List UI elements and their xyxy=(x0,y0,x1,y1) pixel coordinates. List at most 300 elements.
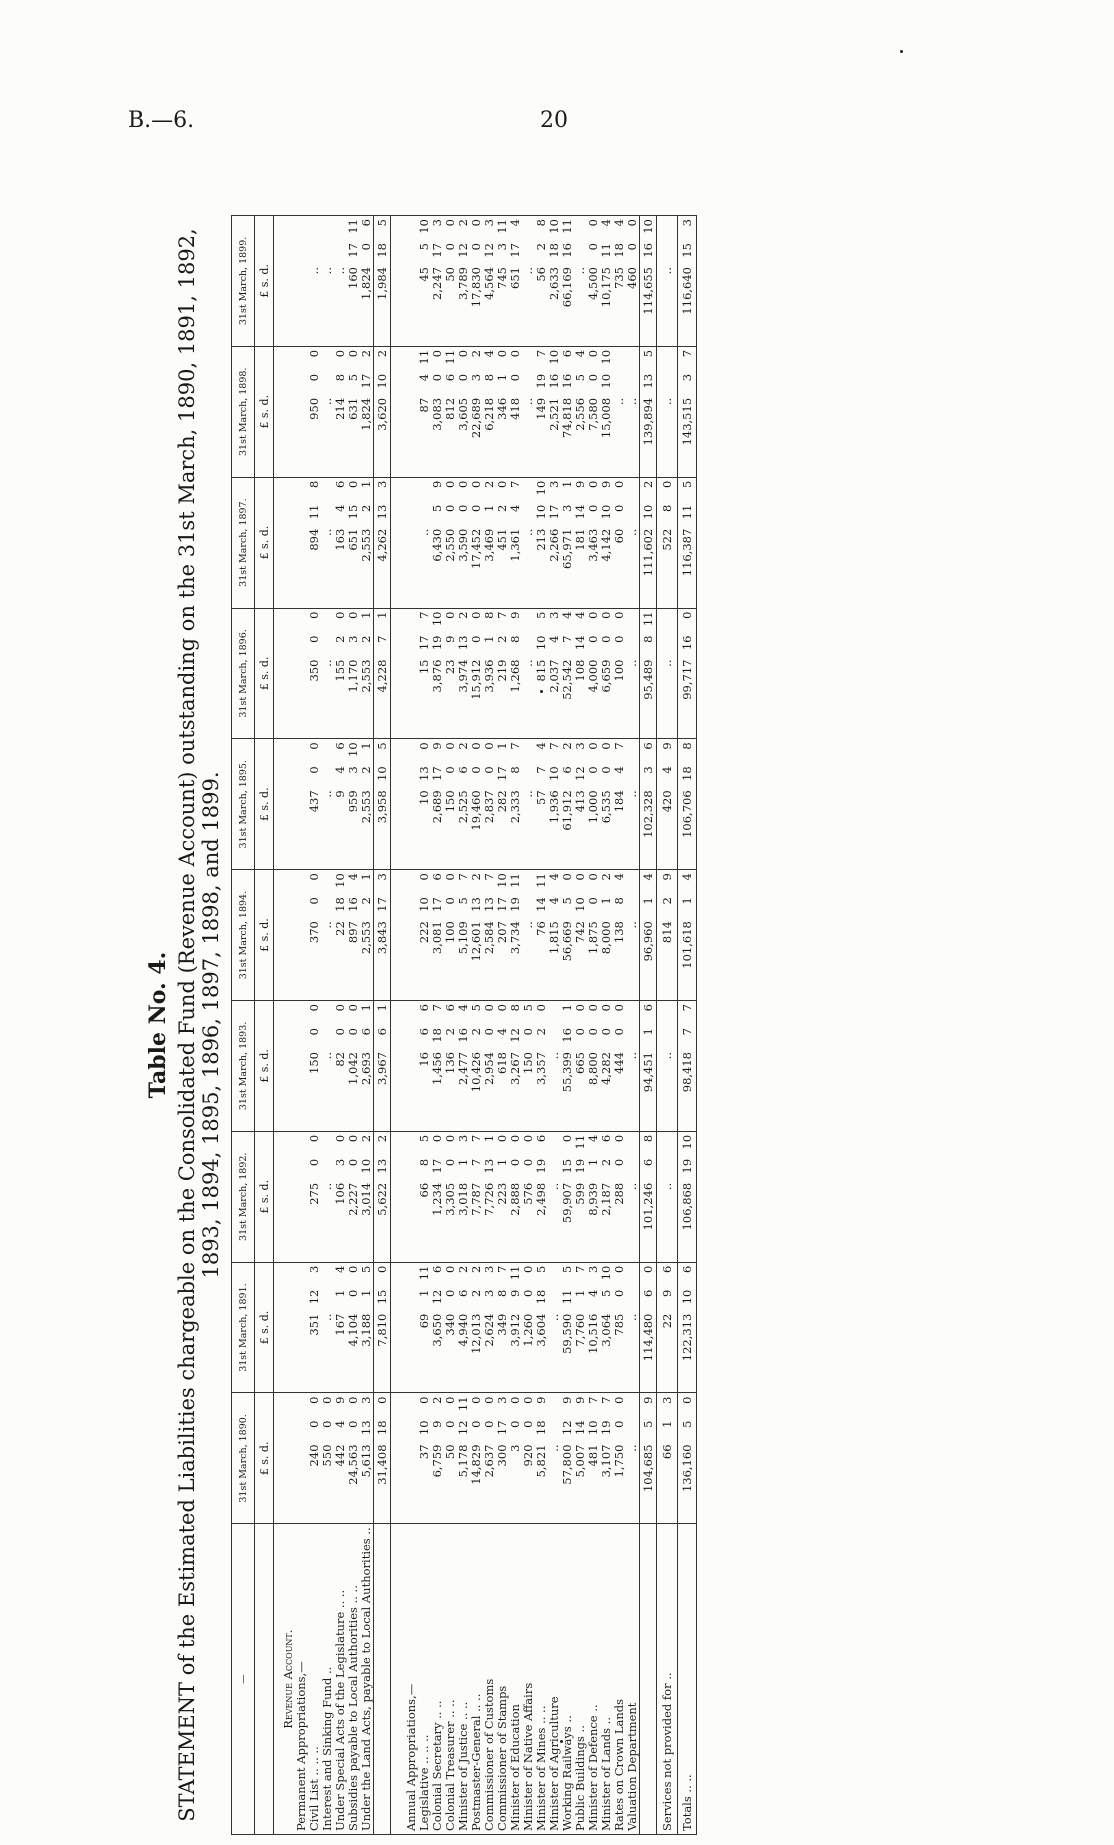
amount-cell xyxy=(657,739,678,870)
pence: 3 xyxy=(359,1396,373,1404)
pence: 11 xyxy=(417,1265,431,1281)
pence: 9 xyxy=(599,480,613,489)
pounds: 2,624 xyxy=(482,1313,496,1347)
header-year: 31st March, 1890. xyxy=(232,1393,255,1524)
units-label: £ s. d. xyxy=(255,1001,274,1132)
amount-cell xyxy=(678,1393,697,1524)
pounds: 108 xyxy=(573,659,587,682)
header-year: 31st March, 1896. xyxy=(232,608,255,739)
pence: 10 xyxy=(680,1134,694,1150)
pounds: 340 xyxy=(443,1313,457,1336)
shillings: 0 xyxy=(469,766,483,774)
amount-cell xyxy=(535,1001,548,1132)
pence: 8 xyxy=(641,1134,655,1143)
pence: 2 xyxy=(359,349,373,358)
pounds: .. xyxy=(307,267,321,275)
pence: 4 xyxy=(612,873,626,881)
shillings: 5 xyxy=(573,373,587,382)
pence: 0 xyxy=(456,349,470,358)
table-row xyxy=(587,216,600,1835)
shillings: 16 xyxy=(456,1028,470,1043)
pounds: 15 xyxy=(417,659,431,675)
shillings: 17 xyxy=(430,1158,444,1174)
pounds: 57,800 xyxy=(560,1444,574,1485)
amount-cell xyxy=(321,739,334,870)
pounds: 66 xyxy=(417,1182,431,1198)
shillings: 16 xyxy=(346,897,360,912)
amount-cell xyxy=(640,608,657,739)
pounds: .. xyxy=(625,790,639,798)
pounds: 4,228 xyxy=(375,659,389,693)
shillings: 12 xyxy=(430,1289,444,1305)
pence: 10 xyxy=(599,349,613,365)
pence: 9 xyxy=(573,1396,587,1404)
pounds: 56 xyxy=(534,267,548,282)
amount-cell xyxy=(509,216,522,347)
shillings: 0 xyxy=(482,766,496,774)
shillings: 8 xyxy=(612,897,626,905)
rotated-page xyxy=(145,205,1045,1845)
header-year: 31st March, 1898. xyxy=(232,346,255,477)
pounds: 3,967 xyxy=(375,1052,389,1085)
pounds: 894 xyxy=(307,528,321,551)
pounds: 1,456 xyxy=(430,1052,444,1085)
pence: 10 xyxy=(641,219,655,234)
pence: 0 xyxy=(333,349,347,358)
pence: 1 xyxy=(375,611,389,619)
shillings: 13 xyxy=(359,1420,373,1436)
shillings: 4 xyxy=(612,766,626,774)
pence: 0 xyxy=(660,480,674,489)
shillings: 14 xyxy=(573,1420,587,1436)
pence: 5 xyxy=(534,1265,548,1273)
pounds: 4,940 xyxy=(456,1313,470,1347)
shillings: 3 xyxy=(641,766,655,774)
pounds: .. xyxy=(320,267,334,275)
header-year: 31st March, 1899. xyxy=(232,216,255,347)
pounds: 3,936 xyxy=(482,659,496,693)
shillings: 16 xyxy=(641,243,655,258)
pence: 0 xyxy=(560,873,574,881)
pounds: 3,843 xyxy=(375,921,389,955)
pounds: .. xyxy=(547,1052,561,1060)
pounds: 3 xyxy=(508,1444,522,1452)
pounds: 69 xyxy=(417,1313,431,1329)
pounds: 451 xyxy=(495,528,509,551)
pence: 3 xyxy=(586,1265,600,1273)
pence: 4 xyxy=(586,1134,600,1143)
table-row xyxy=(600,216,613,1835)
pounds: 17,452 xyxy=(469,528,483,569)
amount-cell xyxy=(308,477,321,608)
pounds: 1,268 xyxy=(508,659,522,693)
pounds: .. xyxy=(521,267,535,275)
shillings: 13 xyxy=(417,766,431,781)
pounds: 1,936 xyxy=(547,790,561,824)
shillings: 1 xyxy=(599,897,613,905)
pence: 7 xyxy=(599,1396,613,1404)
amount-cell xyxy=(374,608,391,739)
pence: 11 xyxy=(641,611,655,627)
pence: 0 xyxy=(586,611,600,619)
amount-cell xyxy=(509,608,522,739)
row-label: Services not provided for .. xyxy=(657,1524,678,1835)
pence: 3 xyxy=(482,1265,496,1273)
amount-cell xyxy=(374,1393,391,1524)
pounds: 785 xyxy=(612,1313,626,1336)
pounds: 2,247 xyxy=(430,267,444,300)
amount-cell xyxy=(374,1131,391,1262)
pounds: .. xyxy=(521,397,535,406)
shillings: 0 xyxy=(307,1158,321,1167)
pence: 0 xyxy=(346,1396,360,1404)
amount-cell xyxy=(678,870,697,1001)
pounds: .. xyxy=(333,267,347,275)
pence: 6 xyxy=(333,742,347,750)
pounds: 2,888 xyxy=(508,1182,522,1216)
amount-cell xyxy=(374,477,391,608)
pence: 4 xyxy=(641,873,655,881)
pounds: 94,451 xyxy=(641,1052,655,1093)
pence: 11 xyxy=(573,1134,587,1150)
empty-cell xyxy=(391,1393,406,1524)
units-label: £ s. d. xyxy=(255,1262,274,1393)
pounds: 150 xyxy=(443,790,457,813)
shillings: 1 xyxy=(359,1289,373,1297)
shillings: 4 xyxy=(660,766,674,774)
pence: 1 xyxy=(482,1134,496,1143)
amount-cell xyxy=(374,870,391,1001)
pence: 10 xyxy=(547,219,561,234)
pounds: 2,584 xyxy=(482,921,496,955)
pence: 9 xyxy=(560,1396,574,1404)
shillings: 1 xyxy=(333,1289,347,1297)
pounds: 1,750 xyxy=(612,1444,626,1478)
pounds: 1,824 xyxy=(359,397,373,431)
units-label: £ s. d. xyxy=(255,608,274,739)
pence: 8 xyxy=(508,1004,522,1012)
pence: 10 xyxy=(417,219,431,234)
pence: 2 xyxy=(456,611,470,619)
amount-cell xyxy=(308,1001,321,1132)
shillings: 17 xyxy=(430,766,444,781)
shillings: 0 xyxy=(307,373,321,382)
shillings: 0 xyxy=(359,243,373,251)
shillings: 15 xyxy=(680,243,694,258)
shillings: 0 xyxy=(612,635,626,643)
shillings: 0 xyxy=(612,1420,626,1428)
page-number: 20 xyxy=(540,108,568,133)
pounds: 2,553 xyxy=(359,659,373,693)
pounds: 7,760 xyxy=(573,1313,587,1347)
pence: 0 xyxy=(307,349,321,358)
units-label: £ s. d. xyxy=(255,1393,274,1524)
pounds: .. xyxy=(625,528,639,536)
shillings: 9 xyxy=(443,635,457,643)
amount-cell xyxy=(657,1393,678,1524)
empty-cell xyxy=(274,346,296,477)
amount-cell xyxy=(657,1131,678,1262)
shillings: 12 xyxy=(560,1420,574,1436)
pence: 0 xyxy=(586,349,600,358)
shillings: 0 xyxy=(521,1420,535,1428)
shillings: 13 xyxy=(375,504,389,520)
table-caption: STATEMENT of the Estimated Liabilities chargeable on the Consolidated Fund (Revenue Account) outstanding on the 31st March, 1890, 1891, 1892, 1893, 1894, 1895, 1896, 1897, 1898, and 1899. xyxy=(175,228,223,1822)
empty-cell xyxy=(274,1262,296,1393)
amount-cell xyxy=(640,1393,657,1524)
shillings: 0 xyxy=(586,504,600,513)
pounds: 2,633 xyxy=(547,267,561,300)
shillings: 10 xyxy=(599,504,613,520)
table-row xyxy=(613,216,626,1835)
shillings: 5 xyxy=(430,504,444,513)
shillings: 0 xyxy=(469,504,483,513)
subtotal-row xyxy=(374,216,391,1835)
shillings: 1 xyxy=(660,1420,674,1428)
pence: 0 xyxy=(456,480,470,489)
pence: 10 xyxy=(430,611,444,627)
pence: 0 xyxy=(612,1134,626,1143)
pounds: 814 xyxy=(660,921,674,944)
table-row xyxy=(496,216,509,1835)
amount-cell xyxy=(374,346,391,477)
pence: 0 xyxy=(482,742,496,750)
pence: 3 xyxy=(482,219,496,227)
pence: 0 xyxy=(333,1134,347,1143)
pence: 6 xyxy=(534,1134,548,1143)
amount-cell xyxy=(360,870,374,1001)
amount-cell xyxy=(626,1393,640,1524)
pounds: 8,939 xyxy=(586,1182,600,1216)
shillings: 17 xyxy=(495,1420,509,1436)
pounds: 95,489 xyxy=(641,659,655,700)
row-label: Postmaster-General .. .. xyxy=(470,1524,483,1835)
pounds: 275 xyxy=(307,1182,321,1205)
pence: 0 xyxy=(307,873,321,881)
table-row xyxy=(509,216,522,1835)
amount-cell xyxy=(360,477,374,608)
pence: 0 xyxy=(534,1004,548,1012)
pounds: 52,542 xyxy=(560,659,574,700)
speck xyxy=(900,50,903,53)
pence: 3 xyxy=(573,742,587,750)
pounds: 6,430 xyxy=(430,528,444,562)
empty-cell xyxy=(391,608,406,739)
shillings: 1 xyxy=(456,1158,470,1167)
pence: 4 xyxy=(333,1265,347,1273)
row-label: Totals .. .. xyxy=(678,1524,697,1835)
shillings: 17 xyxy=(417,635,431,651)
shillings: 18 xyxy=(612,243,626,258)
amount-cell xyxy=(509,870,522,1001)
pounds: 82 xyxy=(333,1052,347,1067)
pence: 11 xyxy=(508,873,522,888)
pence: 0 xyxy=(612,480,626,489)
pence: 11 xyxy=(495,219,509,234)
pence: 7 xyxy=(586,1396,600,1404)
amount-cell xyxy=(374,1001,391,1132)
shillings: 15 xyxy=(560,1158,574,1174)
shillings: 3 xyxy=(346,635,360,643)
pounds: 149 xyxy=(534,397,548,420)
pence: 1 xyxy=(359,1004,373,1012)
pence: 0 xyxy=(417,1396,431,1404)
pence: 7 xyxy=(469,1134,483,1143)
row-label: Interest and Sinking Fund .. xyxy=(321,1524,334,1835)
amount-cell xyxy=(626,870,640,1001)
pence: 4 xyxy=(456,1004,470,1012)
pounds: 2,477 xyxy=(456,1052,470,1085)
empty-cell xyxy=(391,216,406,347)
pence: 0 xyxy=(469,480,483,489)
shillings: 3 xyxy=(333,1158,347,1167)
pounds: 350 xyxy=(307,659,321,682)
shillings: 3 xyxy=(346,766,360,774)
shillings: 9 xyxy=(430,1420,444,1428)
shillings: 18 xyxy=(680,766,694,781)
shillings: 0 xyxy=(456,504,470,513)
pence: 0 xyxy=(307,1004,321,1012)
shillings: 8 xyxy=(333,373,347,382)
row-label: Annual Appropriations,— xyxy=(405,1524,418,1835)
pence: 11 xyxy=(346,219,360,234)
pounds: 3,789 xyxy=(456,267,470,300)
amount-cell xyxy=(308,608,321,739)
shillings: 10 xyxy=(599,373,613,389)
pence: 0 xyxy=(307,1134,321,1143)
pounds: 240 xyxy=(307,1444,321,1467)
pounds: 2,556 xyxy=(573,397,587,431)
amount-cell xyxy=(308,1131,321,1262)
amount-cell xyxy=(308,739,321,870)
liabilities-table xyxy=(231,215,697,1835)
pence: 0 xyxy=(612,1396,626,1404)
pounds: 3,604 xyxy=(534,1313,548,1347)
pence: 9 xyxy=(534,1396,548,1404)
row-label: Civil List .. .. .. xyxy=(308,1524,321,1835)
shillings: 0 xyxy=(599,766,613,774)
amount-cell xyxy=(360,216,374,347)
shillings: 19 xyxy=(534,373,548,389)
pounds: 50 xyxy=(443,1444,457,1460)
pence: 0 xyxy=(495,1134,509,1143)
pence: 7 xyxy=(680,1004,694,1012)
empty-cell xyxy=(391,1131,406,1262)
pounds: 599 xyxy=(573,1182,587,1205)
pounds: 651 xyxy=(508,267,522,289)
pence: 0 xyxy=(482,1004,496,1012)
shillings: 2 xyxy=(660,897,674,905)
shillings: 7 xyxy=(375,635,389,643)
pence: 7 xyxy=(430,1004,444,1012)
shillings: 10 xyxy=(375,373,389,389)
pounds: 163 xyxy=(333,528,347,551)
pence: 11 xyxy=(443,349,457,365)
pence: 9 xyxy=(641,1396,655,1404)
pounds: 207 xyxy=(495,921,509,944)
pounds: 101,618 xyxy=(680,921,694,969)
pounds: 10,516 xyxy=(586,1313,600,1354)
pounds: 3,734 xyxy=(508,921,522,955)
shillings: 17 xyxy=(495,766,509,781)
pence: 7 xyxy=(508,742,522,750)
table-row xyxy=(535,216,548,1835)
table-row xyxy=(444,216,457,1835)
pounds: 219 xyxy=(495,659,509,682)
pence: 8 xyxy=(680,742,694,750)
pence: 10 xyxy=(346,742,360,757)
pence: 5 xyxy=(375,219,389,227)
pence: 0 xyxy=(560,1134,574,1143)
shillings: 17 xyxy=(375,897,389,912)
pence: 11 xyxy=(560,219,574,234)
amount-cell xyxy=(308,216,321,347)
pounds: 3,605 xyxy=(456,397,470,431)
amount-cell xyxy=(509,477,522,608)
pence: 2 xyxy=(456,219,470,227)
empty-cell xyxy=(274,739,296,870)
pence: 4 xyxy=(547,873,561,881)
pounds: .. xyxy=(625,1444,639,1452)
amount-cell xyxy=(626,608,640,739)
pounds: 106,706 xyxy=(680,790,694,838)
pounds: 1,875 xyxy=(586,921,600,955)
pounds: 550 xyxy=(320,1444,334,1467)
pounds: 349 xyxy=(495,1313,509,1336)
amount-cell xyxy=(496,1393,509,1524)
shillings: 10 xyxy=(641,504,655,520)
amount-cell xyxy=(678,477,697,608)
pounds: 3,958 xyxy=(375,790,389,824)
pence: 3 xyxy=(375,873,389,881)
pounds: .. xyxy=(660,267,674,275)
pence: 6 xyxy=(641,1004,655,1012)
pence: 2 xyxy=(469,349,483,358)
amount-cell xyxy=(640,1262,657,1393)
section-subtitle xyxy=(295,216,308,1835)
document-code: B.—6. xyxy=(128,108,195,133)
pence: 7 xyxy=(612,742,626,750)
shillings: 1 xyxy=(680,897,694,905)
shillings: 2 xyxy=(333,635,347,643)
pounds: 2,521 xyxy=(547,397,561,431)
empty-cell xyxy=(391,1001,406,1132)
pounds: 1,000 xyxy=(586,790,600,824)
pounds: 2,689 xyxy=(430,790,444,824)
shillings: 0 xyxy=(586,1028,600,1036)
shillings: 0 xyxy=(586,766,600,774)
shillings: 12 xyxy=(307,1289,321,1305)
amount-cell xyxy=(535,1262,548,1393)
shillings: 19 xyxy=(573,1158,587,1174)
pounds: 116,387 xyxy=(680,528,694,577)
pounds: 7,726 xyxy=(482,1182,496,1216)
shillings: 13 xyxy=(375,1158,389,1174)
amount-cell xyxy=(640,346,657,477)
shillings: 3 xyxy=(469,373,483,382)
units-blank xyxy=(255,1524,274,1835)
pounds: 65,971 xyxy=(560,528,574,569)
pounds: 3,083 xyxy=(430,397,444,431)
amount-cell xyxy=(321,216,334,347)
shillings: 11 xyxy=(307,504,321,520)
shillings: 0 xyxy=(469,635,483,643)
pounds: .. xyxy=(417,528,431,536)
pounds: 3,107 xyxy=(599,1444,613,1478)
pence: 6 xyxy=(599,1134,613,1143)
shillings: 0 xyxy=(586,897,600,905)
pence: 0 xyxy=(443,742,457,750)
